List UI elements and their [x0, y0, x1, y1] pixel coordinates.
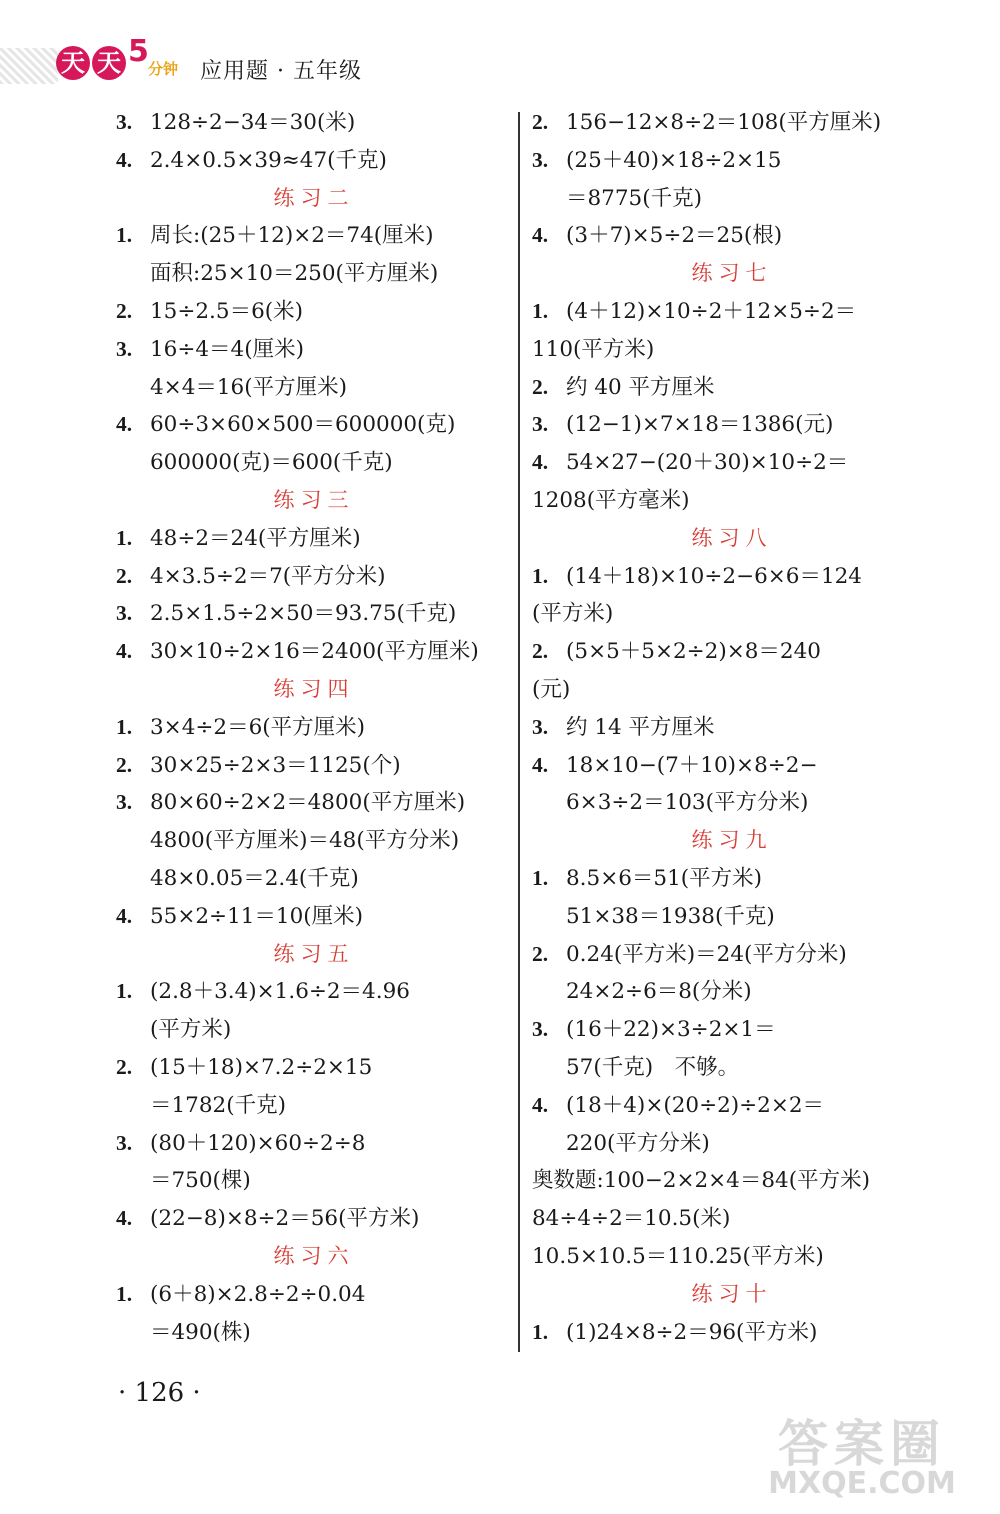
answer-continuation: 24×2÷6＝8(分米) [566, 979, 752, 1005]
answer-text: 54×27−(20＋30)×10÷2＝ [566, 450, 849, 476]
answer-text: 80×60÷2×2＝4800(平方厘米) [150, 790, 466, 816]
answer-line [116, 595, 512, 633]
question-number: 1. [532, 1319, 549, 1344]
answer-text: 约 40 平方厘米 [566, 374, 715, 400]
answer-continuation: 84÷4÷2＝10.5(米) [532, 1206, 731, 1232]
answer-line [532, 633, 932, 671]
answer-text: (2.8＋3.4)×1.6÷2＝4.96 [150, 979, 410, 1005]
question-number: 4. [116, 147, 133, 172]
answer-continuation: ＝490(株) [150, 1319, 251, 1345]
answer-continuation: 51×38＝1938(千克) [566, 903, 775, 929]
answer-text: 15÷2.5＝6(米) [150, 298, 304, 324]
answer-line [116, 142, 512, 180]
question-number: 1. [532, 563, 549, 588]
question-number: 3. [116, 601, 133, 626]
answer-line [116, 406, 512, 444]
answer-line [116, 709, 512, 747]
question-number: 3. [532, 1017, 549, 1042]
answer-text: (25＋40)×18÷2×15 [566, 147, 782, 173]
column-divider [518, 112, 520, 1352]
answer-continuation: 10.5×10.5＝110.25(平方米) [532, 1243, 824, 1269]
answer-text: 周长:(25＋12)×2＝74(厘米) [150, 223, 434, 249]
answer-line [116, 784, 512, 822]
answer-line [532, 217, 932, 255]
section-heading: 练习六 [273, 1243, 355, 1268]
answer-line [116, 104, 512, 142]
question-number: 2. [116, 563, 133, 588]
section-heading: 练习四 [273, 676, 355, 701]
answer-line [116, 633, 512, 671]
answer-text: 128÷2−34＝30(米) [150, 110, 356, 135]
watermark-text: 答案圈 [778, 1415, 946, 1473]
answer-line [532, 558, 932, 596]
watermark-logo [742, 1404, 982, 1504]
answer-text: (3＋7)×5÷2＝25(根) [566, 223, 783, 249]
left-column [116, 104, 512, 1351]
answer-continuation: 面积:25×10＝250(平方厘米) [150, 261, 439, 287]
answer-text: 3×4÷2＝6(平方厘米) [150, 714, 366, 740]
answer-continuation: ＝750(棵) [150, 1168, 251, 1194]
answer-text: (5×5＋5×2÷2)×8＝240 [566, 639, 821, 665]
question-number: 1. [532, 865, 549, 890]
answer-text: (80＋120)×60÷2÷8 [150, 1130, 366, 1156]
answer-text: 156−12×8÷2＝108(平方厘米) [566, 110, 882, 135]
answer-continuation: 57(千克) 不够。 [566, 1054, 740, 1080]
answer-line [116, 331, 512, 369]
brand-logo-five: 5 [128, 34, 149, 69]
question-number: 4. [116, 903, 133, 928]
section-heading: 练习三 [273, 487, 355, 512]
answer-text: 48÷2＝24(平方厘米) [150, 525, 361, 551]
section-heading: 练习二 [273, 185, 355, 210]
answer-continuation: (平方米) [532, 601, 614, 627]
answer-continuation: 48×0.05＝2.4(千克) [150, 865, 359, 891]
answer-text: 30×25÷2×3＝1125(个) [150, 752, 401, 778]
answer-text: (4＋12)×10÷2＋12×5÷2＝ [566, 298, 857, 324]
question-number: 1. [116, 223, 133, 248]
answer-continuation: 4800(平方厘米)＝48(平方分米) [150, 828, 460, 854]
answer-line [116, 1276, 512, 1314]
question-number: 1. [116, 714, 133, 739]
question-number: 2. [532, 374, 549, 399]
question-number: 3. [116, 336, 133, 361]
answer-line [532, 369, 932, 407]
answer-text: 55×2÷11＝10(厘米) [150, 903, 364, 929]
answer-line [116, 747, 512, 785]
right-column [532, 104, 932, 1351]
question-number: 4. [532, 223, 549, 248]
answer-line [532, 1087, 932, 1125]
answer-line [116, 898, 512, 936]
answer-text: (16＋22)×3÷2×1＝ [566, 1017, 776, 1043]
question-number: 2. [532, 110, 549, 134]
question-number: 2. [116, 1054, 133, 1079]
answer-line [532, 142, 932, 180]
question-number: 2. [532, 941, 549, 966]
question-number: 3. [116, 110, 133, 134]
answer-line [532, 1314, 932, 1352]
answer-line [116, 558, 512, 596]
book-title: 应用题 · 五年级 [200, 59, 362, 84]
brand-logo-minute: 分钟 [148, 60, 179, 78]
section-heading: 练习十 [691, 1281, 773, 1306]
answer-continuation: 4×4＝16(平方厘米) [150, 374, 348, 400]
answer-line [532, 406, 932, 444]
answer-text: 18×10−(7＋10)×8÷2− [566, 752, 818, 778]
answer-line [532, 747, 932, 785]
answer-continuation: 600000(克)＝600(千克) [150, 450, 393, 476]
answer-line [532, 444, 932, 482]
answer-continuation: 220(平方分米) [566, 1130, 710, 1156]
question-number: 3. [532, 412, 549, 437]
answer-line [116, 1125, 512, 1163]
answer-line [532, 293, 932, 331]
answer-line [532, 936, 932, 974]
answer-line [116, 217, 512, 255]
question-number: 4. [116, 639, 133, 664]
question-number: 2. [116, 752, 133, 777]
watermark-url: MXQE.COM [768, 1466, 956, 1501]
answer-text: 2.4×0.5×39≈47(千克) [150, 147, 387, 173]
answer-text: (14＋18)×10÷2−6×6＝124 [566, 563, 862, 589]
answer-line [116, 1200, 512, 1238]
question-number: 4. [532, 450, 549, 475]
answer-line [532, 1011, 932, 1049]
answer-continuation: ＝8775(千克) [566, 185, 702, 211]
section-heading: 练习五 [273, 941, 355, 966]
answer-text: 2.5×1.5÷2×50＝93.75(千克) [150, 601, 457, 627]
answer-line [116, 293, 512, 331]
answer-text: (15＋18)×7.2÷2×15 [150, 1054, 373, 1080]
brand-logo-char-2: 天 [92, 46, 126, 80]
question-number: 1. [116, 525, 133, 550]
question-number: 3. [532, 147, 549, 172]
answer-text: 4×3.5÷2＝7(平方分米) [150, 563, 386, 589]
answer-continuation: (平方米) [150, 1017, 232, 1043]
answer-continuation: (元) [532, 676, 571, 702]
decorative-pattern [0, 48, 58, 84]
answer-text: 16÷4＝4(厘米) [150, 336, 305, 362]
answer-text: 60÷3×60×500＝600000(克) [150, 412, 456, 438]
section-heading: 练习九 [691, 828, 773, 853]
section-heading: 练习七 [691, 261, 773, 286]
answer-line [116, 1049, 512, 1087]
question-number: 4. [116, 412, 133, 437]
section-heading: 练习八 [691, 525, 773, 550]
answer-text: 30×10÷2×16＝2400(平方厘米) [150, 639, 479, 665]
answer-line [532, 104, 932, 142]
answer-text: (12−1)×7×18＝1386(元) [566, 412, 834, 438]
question-number: 4. [532, 752, 549, 777]
question-number: 1. [116, 979, 133, 1004]
answer-continuation: 1208(平方毫米) [532, 487, 690, 513]
answer-continuation: 奥数题:100−2×2×4＝84(平方米) [532, 1168, 870, 1194]
answer-continuation: 6×3÷2＝103(平方分米) [566, 790, 809, 816]
answer-text: (6＋8)×2.8÷2÷0.04 [150, 1281, 366, 1307]
brand-logo-char-1: 天 [56, 46, 90, 80]
answer-line [116, 973, 512, 1011]
question-number: 2. [532, 639, 549, 664]
answer-text: (22−8)×8÷2＝56(平方米) [150, 1206, 420, 1232]
answer-text: (18＋4)×(20÷2)÷2×2＝ [566, 1092, 825, 1118]
answer-text: 8.5×6＝51(平方米) [566, 865, 763, 891]
answer-line [532, 709, 932, 747]
question-number: 3. [116, 1130, 133, 1155]
question-number: 4. [532, 1092, 549, 1117]
page-number: · 126 · [118, 1378, 201, 1408]
question-number: 4. [116, 1206, 133, 1231]
answer-continuation: ＝1782(千克) [150, 1092, 286, 1118]
page-header [0, 34, 520, 100]
answer-continuation: 110(平方米) [532, 336, 655, 362]
answer-text: 0.24(平方米)＝24(平方分米) [566, 941, 847, 967]
question-number: 2. [116, 298, 133, 323]
question-number: 1. [116, 1281, 133, 1306]
answer-text: 约 14 平方厘米 [566, 714, 715, 740]
answer-line [532, 860, 932, 898]
answer-text: (1)24×8÷2＝96(平方米) [566, 1319, 818, 1345]
question-number: 3. [116, 790, 133, 815]
question-number: 3. [532, 714, 549, 739]
answer-line [116, 520, 512, 558]
question-number: 1. [532, 298, 549, 323]
